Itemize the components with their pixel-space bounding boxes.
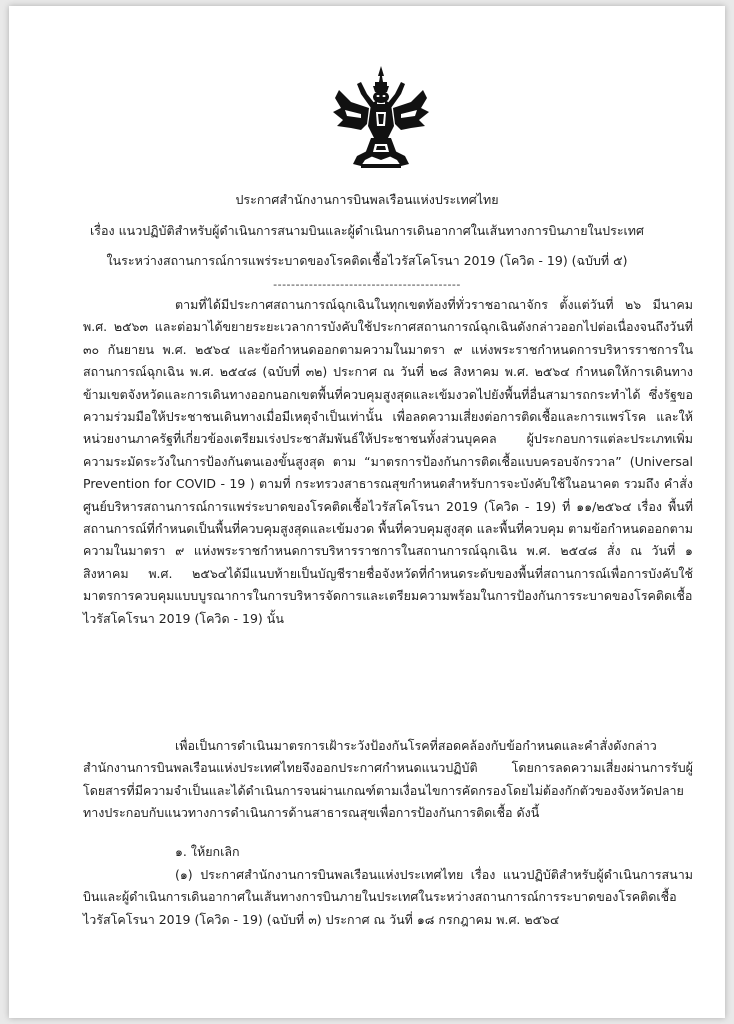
paragraph-purpose: เพื่อเป็นการดำเนินมาตรการเฝ้าระวังป้องกันโรคที่สอดคล้องกับข้อกำหนดและคำสั่งดังกล่าว สำนักงานการบินพลเรือนแห่งประเทศไทยจึงออกประกาศกำหนดแนวปฏิบัติ โดยการลดความเสี่ยงผ่านการรับผู้โดยสารที่มีความจำเป็นและได้ดำเนินการจนผ่านเกณฑ์ตามเงื่อนไขการคัดกรองโดยไม่ต้องกักตัวของจังหวัดปลายทางประกอบกับแนวทางการดำเนินการด้านสาธารณสุขเพื่อการป้องกันการติดเชื้อ ดังนี้ [83, 738, 693, 821]
subject-line-continued: ในระหว่างสถานการณ์การแพร่ระบาดของโรคติดเชื้อไวรัสโคโรนา 2019 (โควิด - 19) (ฉบับที่ ๕) [106, 253, 628, 268]
item-1-heading: ๑. ให้ยกเลิก [175, 844, 240, 859]
item-1-body: (๑) ประกาศสำนักงานการบินพลเรือนแห่งประเทศไทย เรื่อง แนวปฏิบัติสำหรับผู้ดำเนินการสนามบินและผู้ดำเนินการเดินอากาศในเส้นทางการบินภายในประเทศในระหว่างสถานการณ์การระบาดของโรคติดเชื้อไวรัสโคโรนา 2019 (โควิด - 19) (ฉบับที่ ๓) ประกาศ ณ วันที่ ๑๘ กรกฎาคม พ.ศ. ๒๕๖๔ [83, 867, 693, 927]
separator-line: ------------------------------------------ [273, 278, 461, 291]
garuda-emblem-icon [331, 64, 431, 172]
paragraph-preamble: ตามที่ได้มีประกาศสถานการณ์ฉุกเฉินในทุกเขตท้องที่ทั่วราชอาณาจักร ตั้งแต่วันที่ ๒๖ มีนาคม พ.ศ. ๒๕๖๓ และต่อมาได้ขยายระยะเวลาการบังคับใช้ประกาศสถานการณ์ฉุกเฉินดังกล่าวออกไปต่อเนื่องจนถึงวันที่ ๓๐ กันยายน พ.ศ. ๒๕๖๔ และข้อกำหนดออกตามความในมาตรา ๙ แห่งพระราชกำหนดการบริหารราชการในสถานการณ์ฉุกเฉิน พ.ศ. ๒๕๔๘ (ฉบับที่ ๓๒) ประกาศ ณ วันที่ ๒๘ สิงหาคม พ.ศ. ๒๕๖๔ กำหนดให้การเดินทางข้ามเขตจังหวัดและการเดินทางออกนอกเขตพื้นที่ควบคุมสูงสุดและเข้มงวดไปยังพื้นที่อื่นสามารถกระทำได้ ซึ่งรัฐขอความร่วมมือให้ประชาชนเดินทางเมื่อมีเหตุจำเป็นเท่านั้น เพื่อลดความเสี่ยงต่อการติดเชื้อและการแพร่โรค และให้หน่วยงานภาครัฐที่เกี่ยวข้องเตรียมเร่งประชาสัมพันธ์ให้ประชาชนทั้งส่วนบุคคล ผู้ประกอบการแต่ละประเภทเพิ่มความระมัดระวังในการป้องกันตนเองขั้นสูงสุด ตาม “มาตรการป้องกันการติดเชื้อแบบครอบจักรวาล” (Universal Prevention for COVID - 19 ) ตามที่ กระทรวงสาธารณสุขกำหนดสำหรับการจะบังคับใช้ในอนาคต รวมถึง คำสั่งศูนย์บริหารสถานการณ์การแพร่ระบาดของโรคติดเชื้อไวรัสโคโรนา 2019 (โควิด - 19) ที่ ๑๑/๒๕๖๔ เรื่อง พื้นที่สถานการณ์ที่กำหนดเป็นพื้นที่ควบคุมสูงสุดและเข้มงวด พื้นที่ควบคุมสูงสุด และพื้นที่ควบคุม ตามข้อกำหนดออกตามความในมาตรา ๙ แห่งพระราชกำหนดการบริหารราชการในสถานการณ์ฉุกเฉิน พ.ศ. ๒๕๔๘ สั่ง ณ วันที่ ๑ สิงหาคม พ.ศ. ๒๕๖๔ได้มีแนบท้ายเป็นบัญชีรายชื่อจังหวัดที่กำหนดระดับของพื้นที่สถานการณ์เพื่อการบังคับใช้มาตรการควบคุมแบบบูรณาการในการบริหารจัดการและเตรียมความพร้อมในการป้องกันการระบาดของโรคติดเชื้อไวรัสโคโรนา 2019 (โควิด - 19) นั้น [83, 297, 693, 626]
announcement-title: ประกาศสำนักงานการบินพลเรือนแห่งประเทศไทย [235, 192, 499, 207]
document-page [9, 6, 725, 1018]
subject-line: เรื่อง แนวปฏิบัติสำหรับผู้ดำเนินการสนามบินและผู้ดำเนินการเดินอากาศในเส้นทางการบินภายในประเทศ [90, 223, 644, 238]
